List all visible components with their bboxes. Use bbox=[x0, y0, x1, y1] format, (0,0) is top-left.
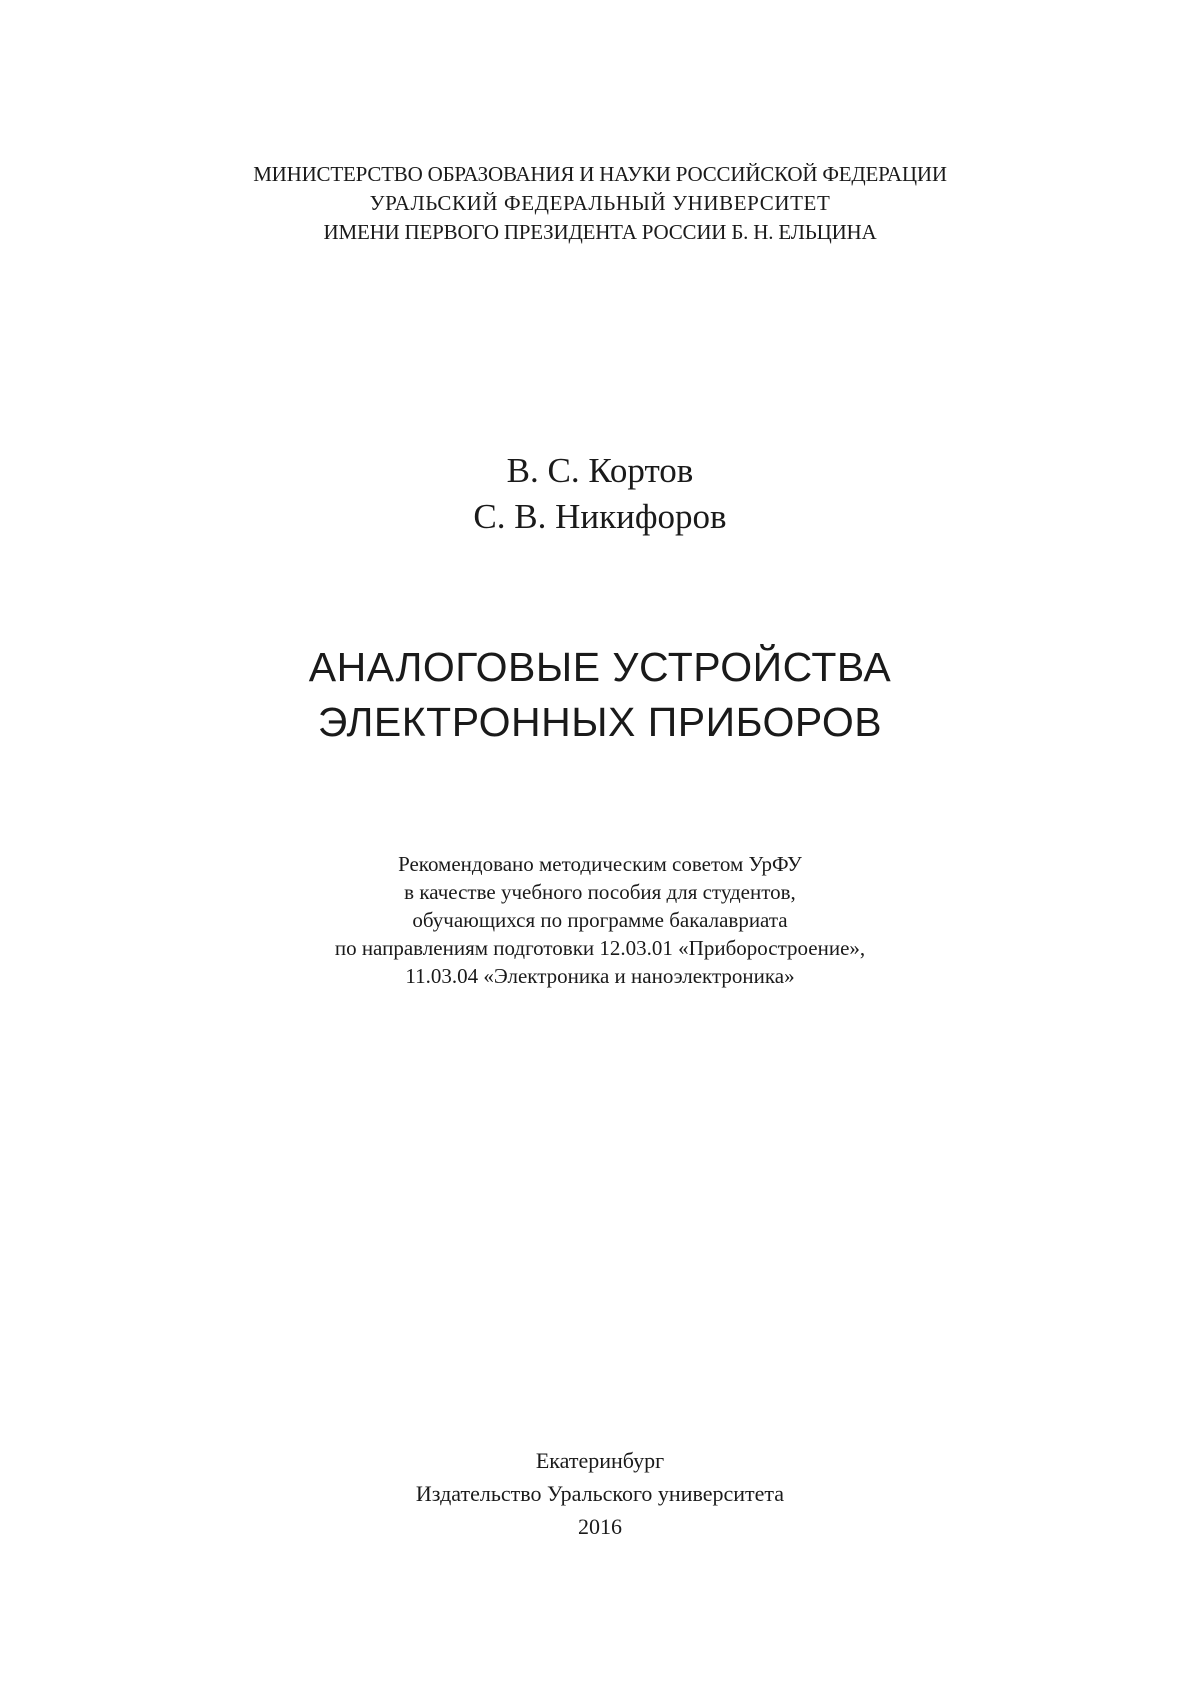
recommendation-line: в качестве учебного пособия для студентов, bbox=[404, 880, 796, 904]
imprint-year: 2016 bbox=[578, 1514, 622, 1539]
author-name: В. С. Кортов bbox=[506, 451, 694, 490]
recommendation-line: 11.03.04 «Электроника и наноэлектроника» bbox=[405, 964, 795, 988]
university-name-line: ИМЕНИ ПЕРВОГО ПРЕЗИДЕНТА РОССИИ Б. Н. ЕЛЬЦИНА bbox=[323, 220, 877, 244]
author-name: С. В. Никифоров bbox=[473, 497, 727, 536]
title-line: ЭЛЕКТРОННЫХ ПРИБОРОВ bbox=[317, 699, 883, 745]
imprint-city: Екатеринбург bbox=[535, 1448, 665, 1473]
recommendation-line: Рекомендовано методическим советом УрФУ bbox=[398, 852, 802, 876]
imprint bbox=[0, 1444, 1200, 1543]
institution-header bbox=[0, 160, 1200, 247]
book-title bbox=[0, 640, 1200, 750]
recommendation-line: обучающихся по программе бакалавриата bbox=[412, 908, 788, 932]
authors bbox=[0, 448, 1200, 540]
recommendation-text bbox=[0, 850, 1200, 990]
ministry-line: МИНИСТЕРСТВО ОБРАЗОВАНИЯ И НАУКИ РОССИЙСКОЙ ФЕДЕРАЦИИ bbox=[253, 162, 947, 186]
title-line: АНАЛОГОВЫЕ УСТРОЙСТВА bbox=[308, 644, 892, 690]
imprint-publisher: Издательство Уральского университета bbox=[415, 1481, 785, 1506]
recommendation-line: по направлениям подготовки 12.03.01 «Приборостроение», bbox=[334, 936, 866, 960]
university-line: УРАЛЬСКИЙ ФЕДЕРАЛЬНЫЙ УНИВЕРСИТЕТ bbox=[369, 191, 831, 215]
